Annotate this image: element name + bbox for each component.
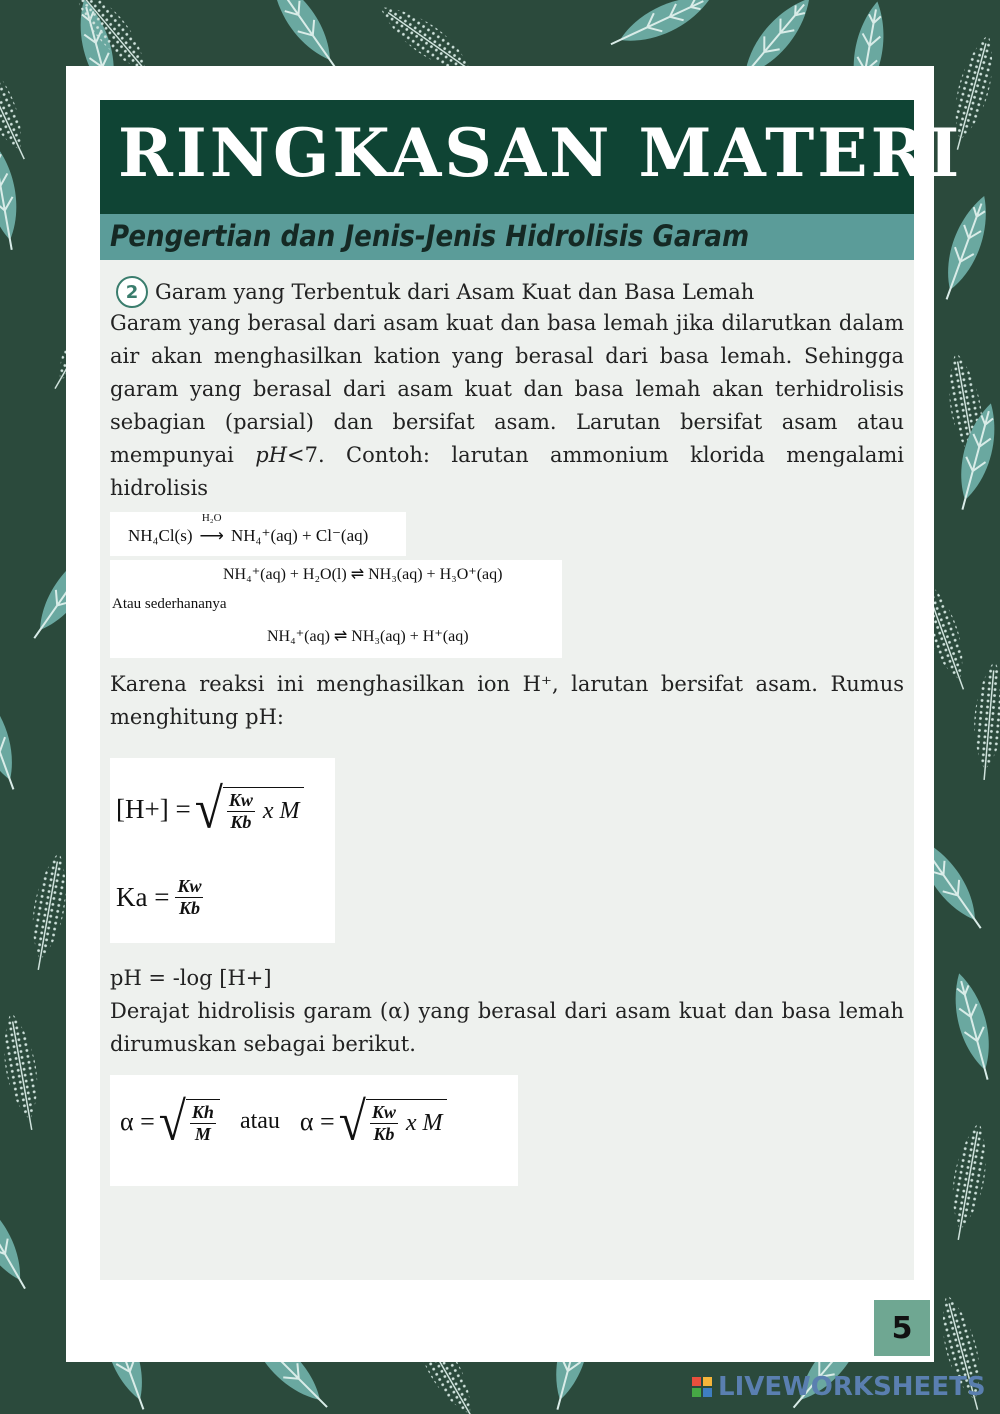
- ka-formula-lhs: Ka =: [116, 882, 170, 912]
- frac-kb: Kb: [230, 811, 252, 832]
- formula-image-alpha: [110, 1075, 518, 1186]
- alpha-formula: α = √ $\frac{Kh}{M}$ atau α = √ $\frac{Kw}{Kb}$ x M: [120, 1097, 447, 1146]
- frac-m: M: [194, 1123, 211, 1144]
- formula-image-h: [110, 758, 335, 943]
- reaction-2: NH₄⁺(aq) + H₂O(l) ⇌ NH₃(aq) + H₃O⁺(aq): [223, 566, 503, 583]
- sqrt-symbol: √ $\frac{Kw}{Kb}$ x M: [195, 784, 304, 835]
- section-number-badge: 2: [116, 276, 148, 308]
- watermark-logo-icon: [692, 1377, 712, 1397]
- watermark-text: LIVEWORKSHEETS: [718, 1372, 986, 1402]
- reaction-arrow-icon: ⟶: [199, 526, 224, 545]
- h-concentration-formula: [116, 778, 304, 841]
- frac-kw: Kw: [228, 789, 253, 810]
- title-bar: [100, 100, 963, 214]
- ka-frac-kw: Kw: [177, 876, 202, 896]
- atau-label: atau: [239, 1108, 280, 1135]
- ion-paragraph: Karena reaksi ini menghasilkan ion H⁺, larutan bersifat asam. Rumus menghitung pH:: [110, 672, 904, 729]
- alpha-frac-kb: Kb: [373, 1123, 395, 1144]
- subtitle-bar: [100, 214, 914, 260]
- frac-kh: Kh: [191, 1101, 214, 1122]
- ph-symbol: pH: [255, 443, 288, 467]
- alpha-paragraph: Derajat hidrolisis garam (α) yang berasal dari asam kuat dan basa lemah dirumuskan sebagai berikut.: [110, 999, 904, 1056]
- simpler-label: Atau sederhananya: [112, 596, 227, 612]
- reaction-1-right: NH₄⁺(aq) + Cl⁻(aq): [230, 526, 369, 545]
- alpha-lhs-2: α =: [299, 1106, 335, 1136]
- xm-term: x M: [262, 797, 300, 824]
- section-heading-text: Garam yang Terbentuk dari Asam Kuat dan Basa Lemah: [155, 280, 755, 304]
- reaction-1-arrow-label: H₂O: [201, 512, 222, 524]
- intro-text-a: Garam yang berasal dari asam kuat dan basa lemah jika dilarutkan dalam air akan menghasilkan kation yang berasal dari basa lemah. Sehingga garam yang berasal dari asam kuat dan basa lemah akan terhidrolisis sebagian (parsial) dan bersifat asam. Larutan bersifat asam atau mempunyai: [110, 311, 904, 467]
- page-subtitle: Pengertian dan Jenis-Jenis Hidrolisis Garam: [110, 219, 750, 253]
- intro-paragraph: [110, 307, 904, 505]
- page-number-badge: 5: [874, 1300, 930, 1356]
- ka-frac-kb: Kb: [178, 898, 200, 918]
- ph-formula: pH = -log [H+]: [110, 966, 272, 990]
- alpha-lhs-1: α =: [120, 1106, 155, 1136]
- section-heading: [116, 276, 754, 308]
- reaction-1: [128, 512, 369, 546]
- intro-text-b: <7. Contoh: larutan ammonium klorida mengalami hidrolisis: [110, 443, 904, 500]
- alpha-frac-kw: Kw: [371, 1101, 396, 1122]
- reaction-1-left: NH₄Cl(s): [128, 526, 193, 545]
- h-formula-lhs: [H+] =: [116, 794, 191, 825]
- reaction-image-2: [110, 560, 562, 658]
- page-title: RINGKASAN MATERI: [118, 114, 963, 192]
- reaction-image-1: [110, 512, 406, 556]
- watermark: [692, 1372, 986, 1402]
- alpha-xm-term: x M: [405, 1109, 443, 1136]
- reaction-3: NH₄⁺(aq) ⇌ NH₃(aq) + H⁺(aq): [267, 628, 469, 645]
- ka-formula: [116, 876, 203, 919]
